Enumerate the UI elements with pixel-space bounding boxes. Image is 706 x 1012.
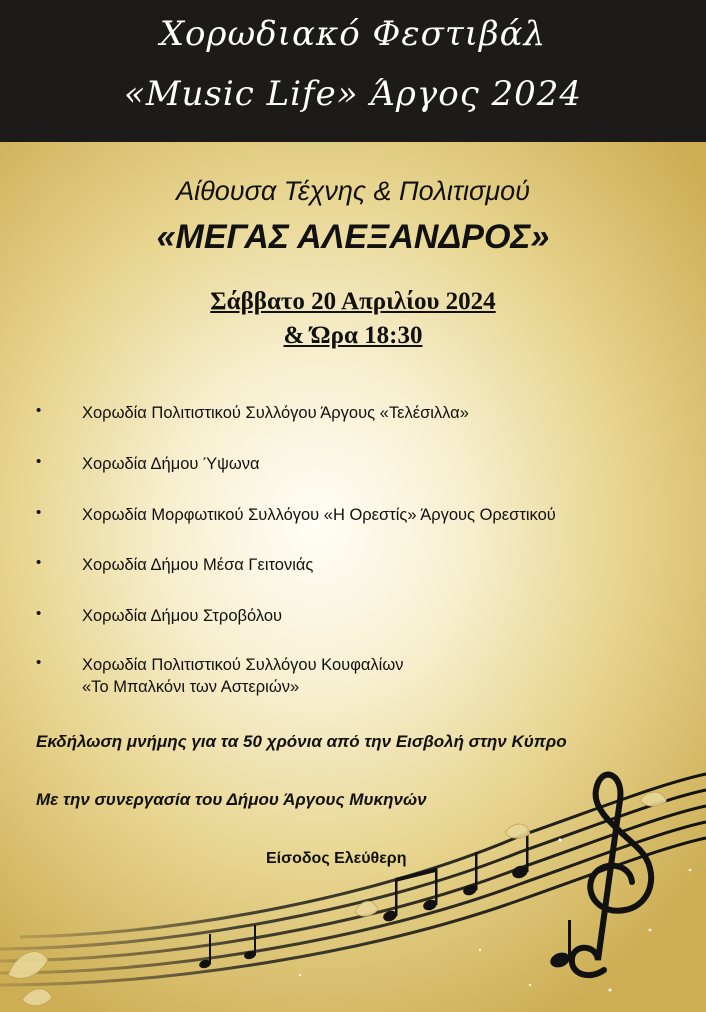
choir-name: Χορωδία Πολιτιστικού Συλλόγου Άργους «Τελέσιλλα» bbox=[82, 404, 469, 422]
choir-name: Χορωδία Δήμου Μέσα Γειτονιάς bbox=[82, 556, 314, 574]
gold-leaf-icon bbox=[8, 792, 666, 1006]
choir-name: Χορωδία Δήμου Ύψωνα bbox=[82, 455, 260, 473]
venue-name: Αίθουσα Τέχνης & Πολιτισμού bbox=[176, 176, 530, 206]
choir-name: Χορωδία Μορφωτικού Συλλόγου «Η Ορεστίς» Άργους Ορεστικού bbox=[82, 506, 556, 524]
bullet: • bbox=[36, 453, 42, 470]
venue-hall: «ΜΕΓΑΣ ΑΛΕΞΑΝΔΡΟΣ» bbox=[156, 218, 550, 256]
entrance-note: Είσοδος Ελεύθερη bbox=[266, 850, 407, 867]
choir-name: Χορωδία Πολιτιστικού Συλλόγου Κουφαλίων bbox=[82, 656, 404, 674]
treble-clef-icon bbox=[572, 775, 651, 975]
sparkle-icon bbox=[299, 799, 691, 992]
bullet: • bbox=[36, 554, 42, 571]
choir-name-block bbox=[82, 654, 403, 698]
event-date: Σάββατο 20 Απριλίου 2024 bbox=[210, 288, 496, 315]
bullet: • bbox=[36, 504, 42, 521]
partner-note: Με την συνεργασία του Δήμου Άργους Μυκηνών bbox=[36, 790, 427, 809]
choir-name-subtitle: «Το Μπαλκόνι των Αστεριών» bbox=[82, 678, 300, 696]
event-time: & Ώρα 18:30 bbox=[283, 322, 423, 349]
bullet: • bbox=[36, 654, 42, 671]
choir-name: Χορωδία Δήμου Στροβόλου bbox=[82, 607, 283, 625]
bullet: • bbox=[36, 605, 42, 622]
festival-title: Χορωδιακό Φεστιβάλ bbox=[159, 14, 547, 54]
festival-subtitle: «Music Life» Άργος 2024 bbox=[123, 74, 583, 114]
bullet: • bbox=[36, 402, 42, 419]
memorial-note: Εκδήλωση μνήμης για τα 50 χρόνια από την Εισβολή στην Κύπρο bbox=[36, 732, 567, 751]
header-banner bbox=[0, 0, 706, 142]
